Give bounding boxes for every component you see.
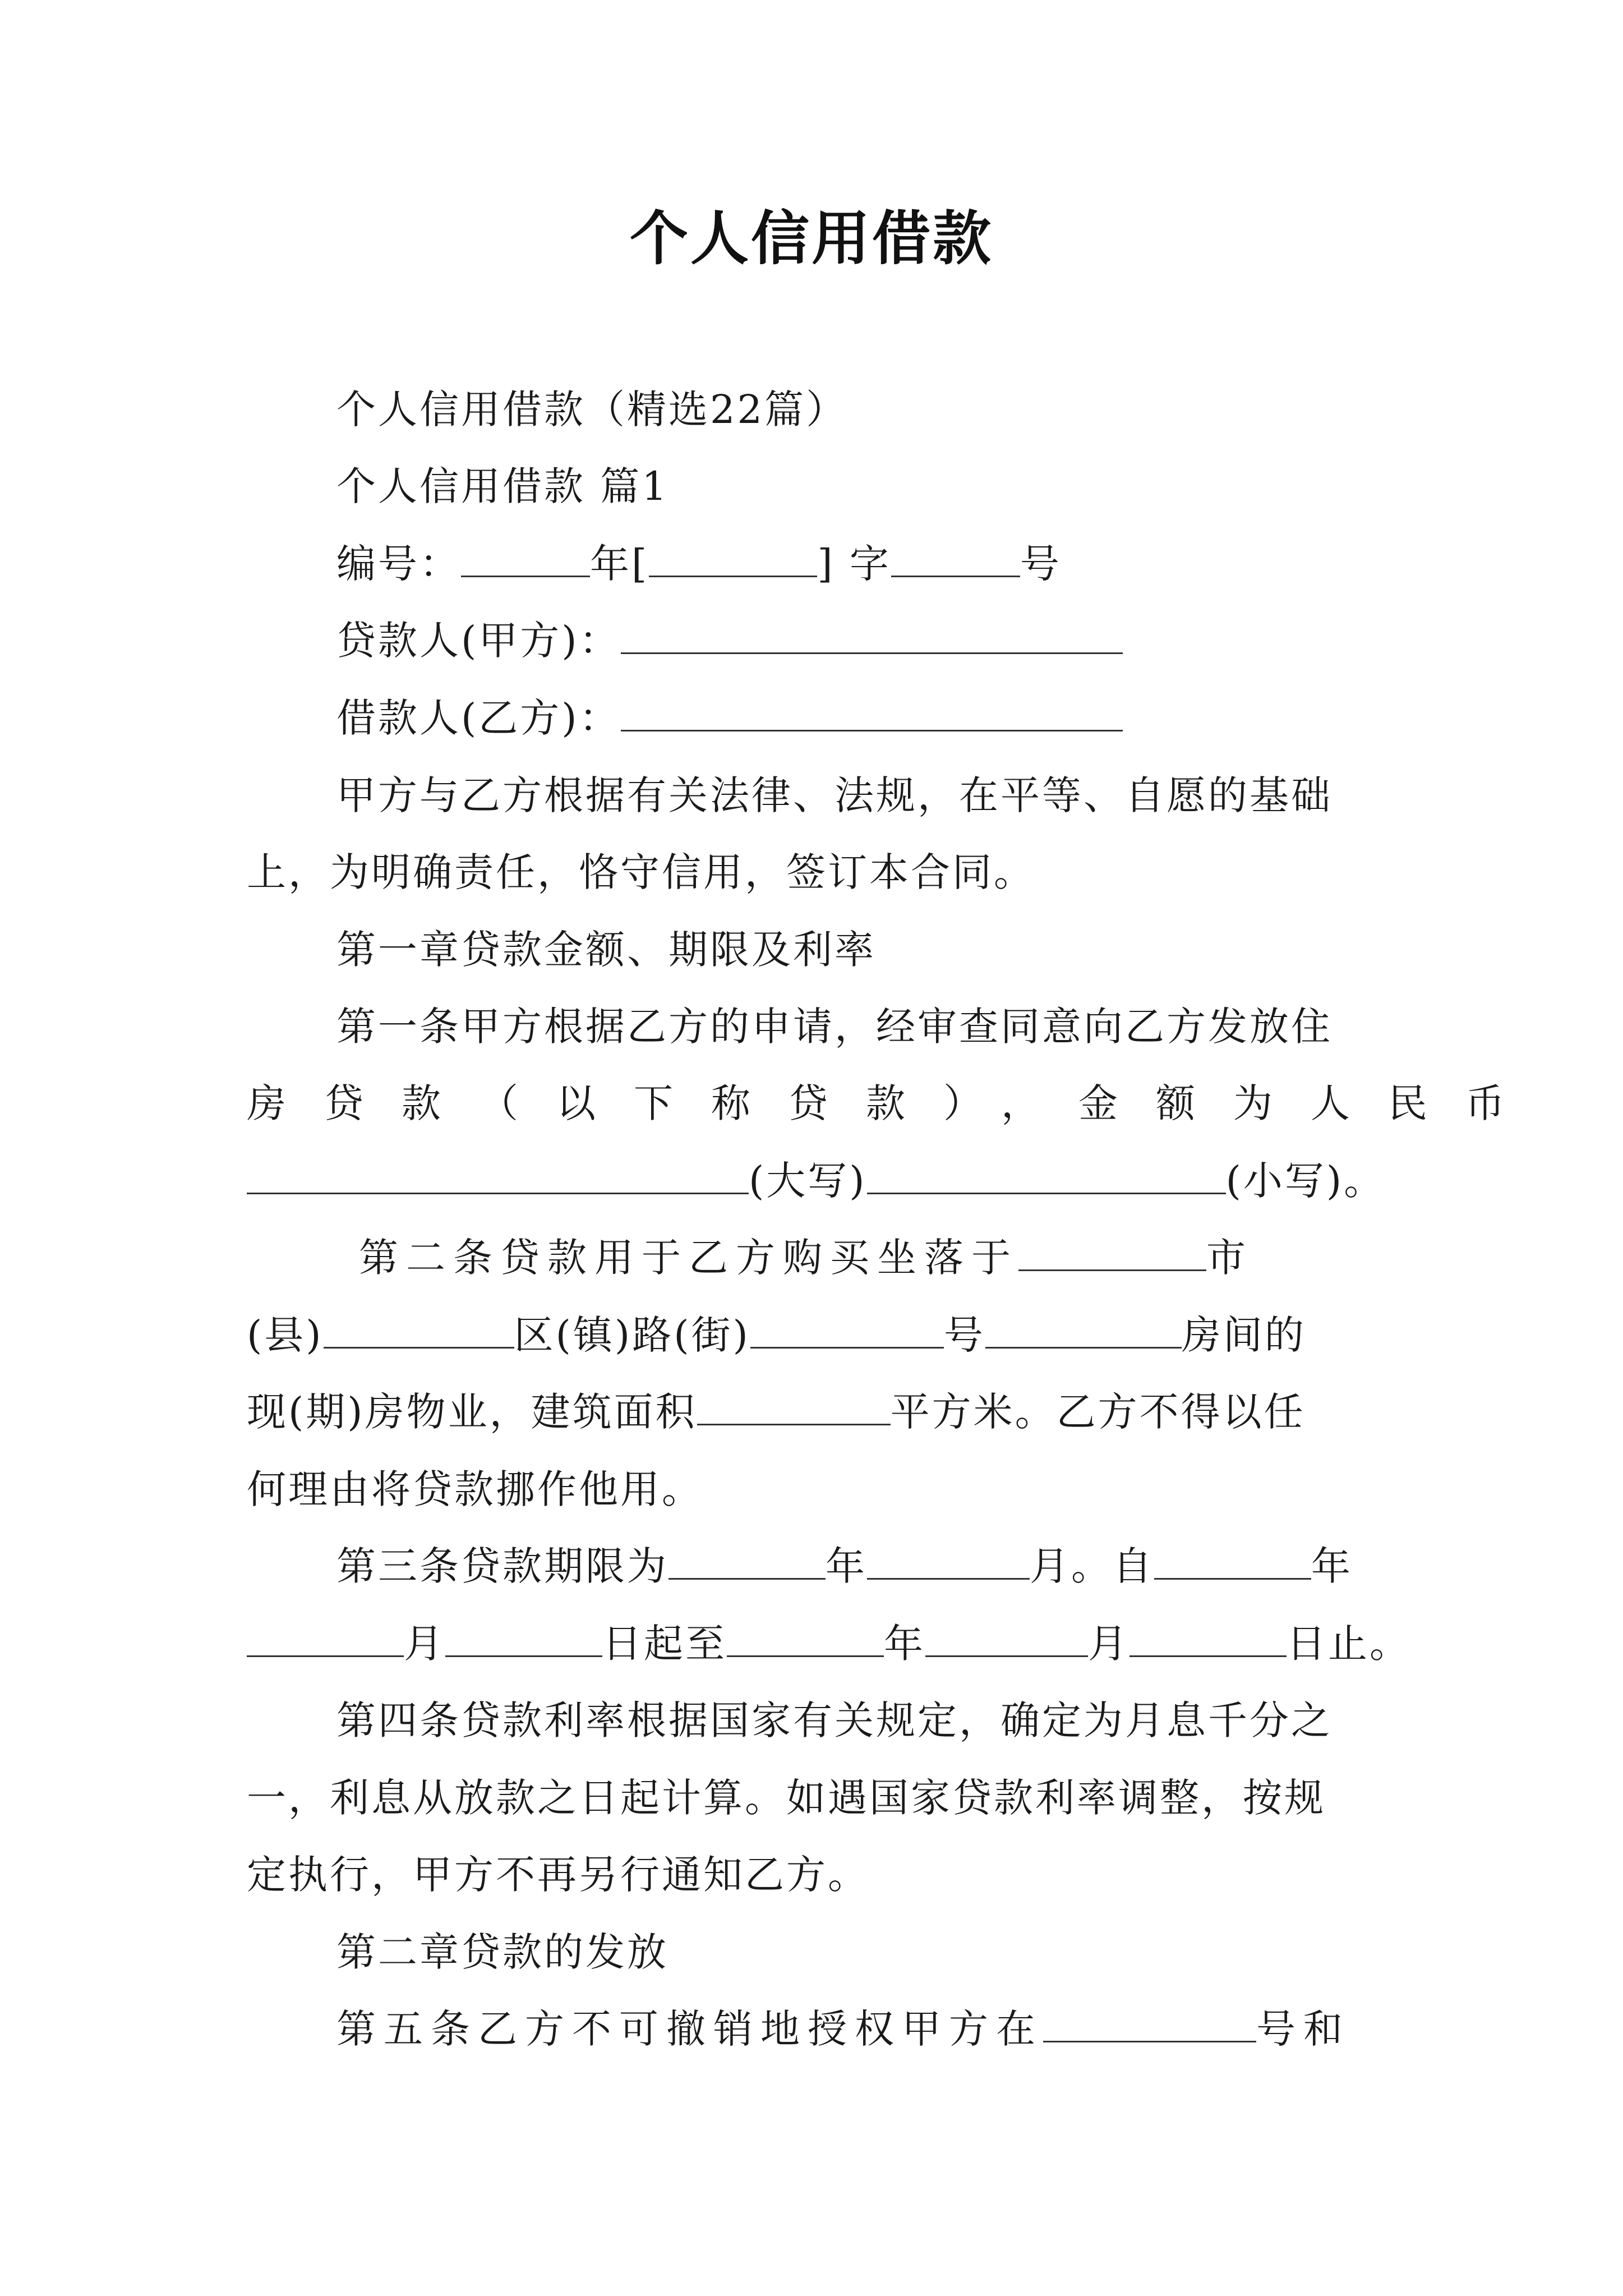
start-month-label: 月: [404, 1621, 445, 1667]
article-2-line-3: [247, 1384, 1306, 1440]
area-blank: [697, 1384, 891, 1425]
end-day-label: 日止。: [1287, 1621, 1411, 1667]
article-1-line-1: 第一条甲方根据乙方的申请，经审查同意向乙方发放住: [336, 1004, 1332, 1050]
number-label: 编号：: [336, 541, 461, 587]
room-blank: [985, 1308, 1182, 1349]
lender-line: [336, 613, 1123, 669]
number-no-blank: [891, 536, 1020, 577]
start-year-blank: [1154, 1539, 1311, 1580]
article-1-line-3: [247, 1153, 1385, 1209]
article-2-text: 第二条贷款用于乙方购买坐落于: [359, 1235, 1018, 1281]
article-3-line-2: [247, 1616, 1411, 1672]
term-text: 第三条贷款期限为: [336, 1543, 668, 1589]
article-2-line-1: [359, 1230, 1253, 1286]
city-label: 市: [1206, 1235, 1253, 1281]
subtitle-line: 个人信用借款（精选22篇）: [336, 386, 848, 432]
end-month-blank: [925, 1616, 1088, 1657]
county-label: (县): [247, 1312, 324, 1358]
chapter-2-heading: 第二章贷款的发放: [336, 1929, 668, 1975]
amount-upper-label: (大写): [749, 1158, 867, 1204]
end-year-blank: [727, 1616, 884, 1657]
article-4-line-1: 第四条贷款利率根据国家有关规定，确定为月息千分之: [336, 1697, 1332, 1743]
number-char-text: ] 字: [817, 541, 891, 587]
borrower-blank: [621, 691, 1123, 731]
intro-line-1: 甲方与乙方根据有关法律、法规，在平等、自愿的基础: [336, 772, 1332, 818]
term-year-label: 年: [826, 1543, 867, 1589]
amount-lower-blank: [867, 1153, 1226, 1194]
city-blank: [1018, 1230, 1206, 1271]
end-month-label: 月: [1088, 1621, 1129, 1667]
street-blank: [750, 1308, 944, 1349]
term-month-label: 月。自: [1030, 1543, 1154, 1589]
number-line: [336, 536, 1062, 592]
start-day-label: 日起至: [602, 1621, 727, 1667]
area-text: 现(期)房物业，建筑面积: [247, 1389, 697, 1435]
start-month-blank: [247, 1616, 404, 1657]
authorization-blank: [1043, 2001, 1256, 2042]
article-4-line-3: 定执行，甲方不再另行通知乙方。: [247, 1852, 869, 1898]
number-year-text: 年[: [590, 541, 649, 587]
document-title: 个人信用借款: [629, 204, 993, 273]
lender-blank: [621, 613, 1123, 654]
county-blank: [324, 1308, 514, 1349]
number-char-blank: [649, 536, 817, 577]
number-year-blank: [461, 536, 590, 577]
term-month-blank: [867, 1539, 1030, 1580]
article-4-line-2: 一，利息从放款之日起计算。如遇国家贷款利率调整，按规: [247, 1775, 1326, 1821]
end-year-label: 年: [884, 1621, 925, 1667]
intro-line-2: 上，为明确责任，恪守信用，签订本合同。: [247, 849, 1035, 895]
part-heading: 个人信用借款 篇1: [336, 463, 669, 509]
article-3-line-1: [336, 1538, 1353, 1594]
article-5-line-1: [336, 2001, 1350, 2057]
article-1-line-2: 房贷款（以下称贷款），金额为人民币: [247, 1080, 1543, 1126]
amount-lower-label: (小写)。: [1225, 1158, 1386, 1204]
borrower-line: [336, 690, 1123, 746]
street-no-label: 号: [943, 1312, 985, 1358]
borrower-label: 借款人(乙方)：: [336, 695, 621, 741]
district-label: 区(镇)路(街): [514, 1312, 750, 1358]
term-year-blank: [668, 1539, 826, 1580]
article-5-text: 第五条乙方不可撤销地授权甲方在: [336, 2006, 1043, 2052]
amount-upper-blank: [247, 1153, 749, 1194]
end-day-blank: [1129, 1616, 1287, 1657]
lender-label: 贷款人(甲方)：: [336, 618, 621, 664]
start-year-label: 年: [1311, 1543, 1353, 1589]
article-2-line-2: [247, 1307, 1306, 1363]
room-label: 房间的: [1181, 1312, 1306, 1358]
chapter-1-heading: 第一章贷款金额、期限及利率: [336, 927, 876, 973]
number-no-text: 号: [1020, 541, 1062, 587]
area-unit: 平方米。乙方不得以任: [890, 1389, 1306, 1435]
article-2-line-4: 何理由将贷款挪作他用。: [247, 1466, 703, 1512]
article-5-tail: 号和: [1256, 2006, 1350, 2052]
start-day-blank: [445, 1616, 602, 1657]
